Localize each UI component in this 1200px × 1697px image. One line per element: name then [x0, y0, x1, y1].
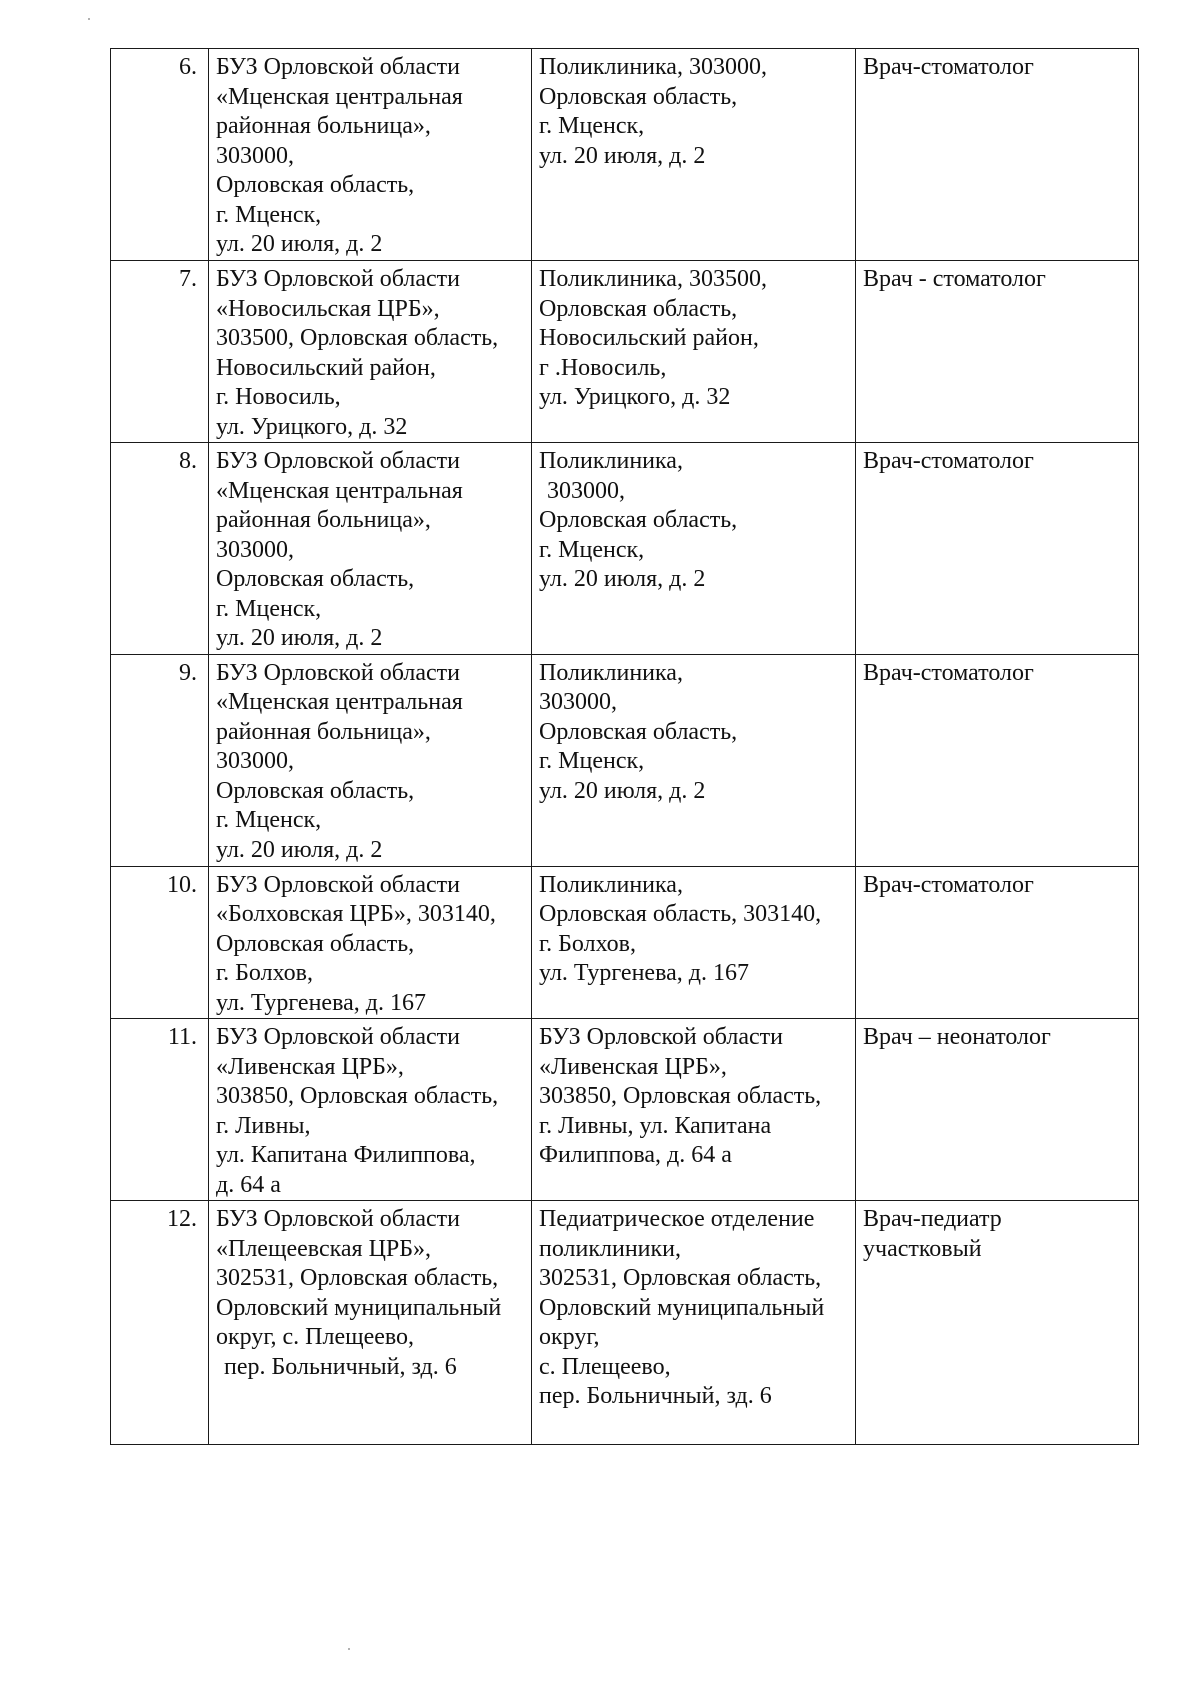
location-line: г. Ливны, ул. Капитана	[539, 1112, 772, 1139]
row-number: 7.	[111, 261, 209, 443]
position-cell	[856, 1201, 1139, 1445]
location-line: 303000,	[547, 477, 625, 504]
location-line: поликлиники,	[539, 1235, 682, 1262]
location-cell	[532, 443, 856, 655]
staffing-table	[110, 48, 1139, 1445]
organization-cell	[209, 654, 532, 866]
position-line: Врач-педиатр	[863, 1206, 1002, 1232]
location-cell	[532, 654, 856, 866]
location-line: с. Плещеево,	[539, 1353, 671, 1380]
position-cell	[856, 1019, 1139, 1201]
organization-line: ул. Тургенева, д. 167	[216, 989, 426, 1016]
position-line: Врач-стоматолог	[863, 659, 1034, 686]
row-number: 12.	[111, 1201, 209, 1445]
scan-speck	[348, 1648, 350, 1650]
organization-line: «Мценская центральная	[216, 689, 463, 715]
organization-line: «Плещеевская ЦРБ»,	[216, 1235, 432, 1262]
location-line: Орловская область,	[539, 718, 738, 745]
position-line: Врач-стоматолог	[863, 448, 1034, 474]
location-cell	[532, 49, 856, 261]
table-row	[111, 443, 1139, 655]
position-cell	[856, 866, 1139, 1019]
row-number: 10.	[111, 866, 209, 1019]
position-cell	[856, 443, 1139, 655]
organization-line: районная больница»,	[216, 113, 431, 139]
location-line: Орловский муниципальный	[539, 1294, 825, 1321]
position-line: Врач-стоматолог	[863, 54, 1034, 80]
organization-line: г. Мценск,	[216, 595, 322, 622]
scan-speck	[88, 18, 90, 20]
location-line: г. Мценск,	[539, 536, 645, 563]
organization-line: 302531, Орловская область,	[216, 1265, 499, 1291]
location-line: Орловская область,	[539, 83, 738, 110]
location-line: Новосильский район,	[539, 325, 759, 351]
location-line: пер. Больничный, зд. 6	[539, 1383, 772, 1409]
location-line: 303000,	[539, 689, 617, 715]
position-line: Врач-стоматолог	[863, 871, 1034, 898]
position-cell	[856, 49, 1139, 261]
location-line: Поликлиника, 303500,	[539, 266, 767, 292]
organization-line: БУЗ Орловской области	[216, 659, 460, 686]
location-line: Поликлиника,	[539, 871, 683, 898]
organization-cell	[209, 443, 532, 655]
location-line: г. Мценск,	[539, 748, 645, 774]
location-line: БУЗ Орловской области	[539, 1024, 783, 1050]
location-line: 302531, Орловская область,	[539, 1265, 822, 1291]
organization-line: 303000,	[216, 142, 294, 169]
organization-line: БУЗ Орловской области	[216, 1206, 460, 1232]
organization-cell	[209, 1201, 532, 1445]
location-line: округ,	[539, 1324, 600, 1350]
position-line: Врач – неонатолог	[863, 1024, 1051, 1050]
location-line: Поликлиника,	[539, 448, 683, 474]
location-line: Поликлиника, 303000,	[539, 54, 767, 80]
position-cell	[856, 654, 1139, 866]
organization-cell	[209, 261, 532, 443]
organization-line: 303500, Орловская область,	[216, 325, 499, 351]
row-number: 8.	[111, 443, 209, 655]
organization-line: г. Мценск,	[216, 201, 322, 228]
row-number: 6.	[111, 49, 209, 261]
table-row	[111, 1019, 1139, 1201]
organization-line: «Новосильская ЦРБ»,	[216, 295, 440, 322]
row-number: 9.	[111, 654, 209, 866]
table-row	[111, 49, 1139, 261]
organization-line: ул. 20 июля, д. 2	[216, 836, 383, 863]
organization-line: ул. 20 июля, д. 2	[216, 231, 383, 257]
organization-line: г. Ливны,	[216, 1112, 311, 1139]
organization-line: «Мценская центральная	[216, 477, 463, 504]
organization-line: ул. 20 июля, д. 2	[216, 625, 383, 651]
organization-line: д. 64 а	[216, 1171, 281, 1198]
organization-line: районная больница»,	[216, 718, 431, 745]
location-line: г. Мценск,	[539, 113, 645, 139]
organization-line: Орловская область,	[216, 777, 415, 804]
organization-line: БУЗ Орловской области	[216, 1024, 460, 1050]
organization-line: «Болховская ЦРБ», 303140,	[216, 901, 496, 927]
organization-cell	[209, 866, 532, 1019]
table-row	[111, 866, 1139, 1019]
location-line: 303850, Орловская область,	[539, 1083, 822, 1109]
organization-cell	[209, 1019, 532, 1201]
location-line: Педиатрическое отделение	[539, 1206, 815, 1232]
location-line: г .Новосиль,	[539, 354, 667, 381]
organization-line: Орловская область,	[216, 930, 415, 957]
location-cell	[532, 1019, 856, 1201]
location-cell	[532, 261, 856, 443]
organization-line: БУЗ Орловской области	[216, 266, 460, 292]
organization-line: ул. Урицкого, д. 32	[216, 413, 408, 440]
location-cell	[532, 866, 856, 1019]
organization-cell	[209, 49, 532, 261]
location-cell	[532, 1201, 856, 1445]
organization-line: г. Болхов,	[216, 960, 313, 986]
table-body	[111, 49, 1139, 1445]
table-row	[111, 654, 1139, 866]
location-line: ул. 20 июля, д. 2	[539, 777, 706, 804]
organization-line: 303850, Орловская область,	[216, 1083, 499, 1109]
organization-line: районная больница»,	[216, 507, 431, 533]
location-line: Филиппова, д. 64 а	[539, 1142, 732, 1168]
organization-line: БУЗ Орловской области	[216, 871, 460, 898]
position-cell	[856, 261, 1139, 443]
organization-line: «Мценская центральная	[216, 83, 463, 110]
location-line: Орловская область, 303140,	[539, 901, 822, 927]
position-line: Врач - стоматолог	[863, 266, 1046, 292]
location-line: ул. 20 июля, д. 2	[539, 566, 706, 592]
location-line: ул. Урицкого, д. 32	[539, 384, 731, 410]
location-line: г. Болхов,	[539, 930, 636, 957]
organization-line: пер. Больничный, зд. 6	[224, 1353, 457, 1380]
organization-line: БУЗ Орловской области	[216, 54, 460, 80]
organization-line: округ, с. Плещеево,	[216, 1324, 415, 1350]
location-line: «Ливенская ЦРБ»,	[539, 1053, 727, 1080]
location-line: ул. Тургенева, д. 167	[539, 960, 749, 986]
position-line: участковый	[863, 1235, 982, 1262]
organization-line: Орловский муниципальный	[216, 1294, 502, 1321]
organization-line: Орловская область,	[216, 172, 415, 198]
table-row	[111, 261, 1139, 443]
location-line: Орловская область,	[539, 507, 738, 533]
organization-line: ул. Капитана Филиппова,	[216, 1142, 476, 1168]
organization-line: 303000,	[216, 536, 294, 563]
table-row	[111, 1201, 1139, 1445]
organization-line: Орловская область,	[216, 566, 415, 592]
location-line: ул. 20 июля, д. 2	[539, 142, 706, 169]
organization-line: г. Мценск,	[216, 807, 322, 833]
organization-line: БУЗ Орловской области	[216, 448, 460, 474]
organization-line: г. Новосиль,	[216, 384, 341, 410]
organization-line: «Ливенская ЦРБ»,	[216, 1053, 404, 1080]
organization-line: 303000,	[216, 748, 294, 774]
location-line: Поликлиника,	[539, 659, 683, 686]
organization-line: Новосильский район,	[216, 354, 436, 381]
row-number: 11.	[111, 1019, 209, 1201]
location-line: Орловская область,	[539, 295, 738, 322]
